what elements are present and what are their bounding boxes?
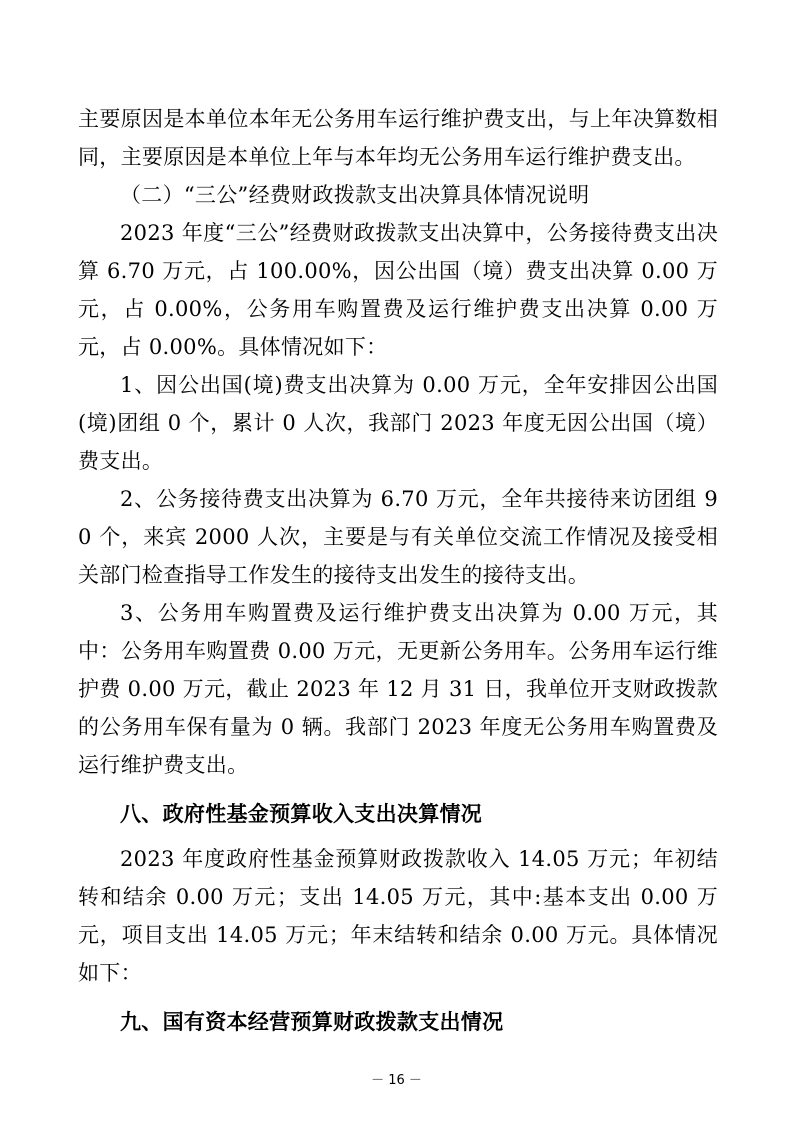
paragraph-official-reception: 2、公务接待费支出决算为 6.70 万元，全年共接待来访团组 90 个，来宾 2000 人次，主要是与有关单位交流工作情况及接受相关部门检查指导工作发生的接待支出发生的接待支出。 [78,487,718,587]
paragraph-overseas-travel: 1、因公出国(境)费支出决算为 0.00 万元，全年安排因公出国(境)团组 0 个，累计 0 人次，我部门 2023 年度无因公出国（境）费支出。 [78,373,718,473]
subheading-three-public-expenses: （二）“三公”经费财政拨款支出决算具体情况说明 [120,183,590,207]
paragraph-official-vehicles: 3、公务用车购置费及运行维护费支出决算为 0.00 万元，其中：公务用车购置费 0.00 万元，无更新公务用车。公务用车运行维护费 0.00 万元，截止 2023 年 12 月 31 日，我单位开支财政拨款的公务用车保有量为 0 辆。我部门 2023 年度无公务用车购置费及运行维护费支出。 [78,601,718,777]
page-number: － 16 － [371,1073,422,1088]
document-body [78,100,718,1048]
section-heading-state-capital: 九、国有资本经营预算财政拨款支出情况 [120,1010,504,1034]
paragraph-government-fund: 2023 年度政府性基金预算财政拨款收入 14.05 万元；年初结转和结余 0.00 万元；支出 14.05 万元，其中:基本支出 0.00 万元，项目支出 14.05 万元；年末结转和结余 0.00 万元。具体情况如下： [78,847,718,985]
paragraph-three-public-summary: 2023 年度“三公”经费财政拨款支出决算中，公务接待费支出决算 6.70 万元，占 100.00%，因公出国（境）费支出决算 0.00 万元，占 0.00%，公务用车购置费及运行维护费支出决算 0.00 万元，占 0.00%。具体情况如下： [78,221,718,359]
paragraph-continuation: 主要原因是本单位本年无公务用车运行维护费支出，与上年决算数相同，主要原因是本单位上年与本年均无公务用车运行维护费支出。 [78,107,718,169]
section-heading-government-fund: 八、政府性基金预算收入支出决算情况 [120,802,483,826]
